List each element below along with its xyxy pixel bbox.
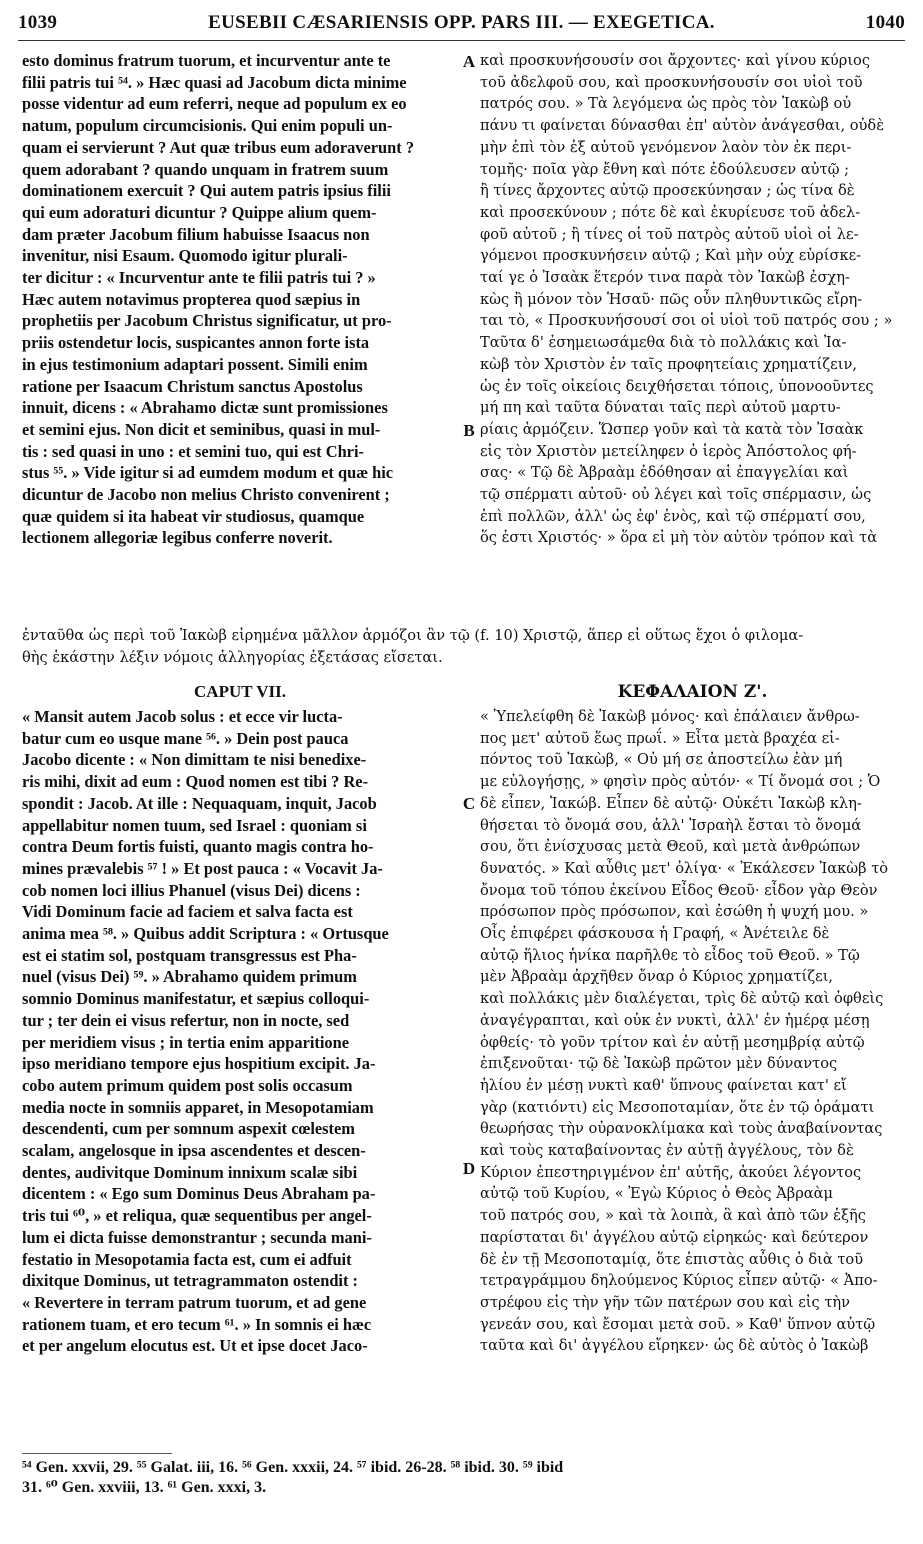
latin-text-line: « Revertere in terram patrum tuorum, et ad gene [22, 1292, 367, 1312]
greek-text-line: μὴν ἐπὶ τὸν ἐξ αὐτοῦ γενόμενον λαὸν τὸν ἐκ περι- [480, 138, 852, 156]
greek-text-line: καὶ πολλάκις μὲν διαλέγεται, τρὶς δὲ αὐτῷ καὶ ὀφθεὶς [480, 990, 884, 1008]
greek-text-line: ταί γε ὁ Ἰσαὰκ ἕτερόν τινα παρὰ τὸν Ἰακὼβ ἐσχη- [480, 269, 850, 287]
greek-text-line: στρέφου εἰς τὴν γῆν τῶν πατέρων σου καὶ εἰς τὴν [480, 1293, 851, 1311]
footnotes [22, 1458, 912, 1498]
greek-text-line: πάνυ τι φαίνεται δύνασθαι ἐπ' αὐτὸν ἀνάγεσθαι, οὐδὲ [480, 117, 885, 135]
greek-text-line: τετραγράμμου δηλούμενος Κύριος εἶπεν αὐτῷ· « Ἀπο- [480, 1272, 878, 1290]
latin-column-bottom [22, 706, 458, 1357]
greek-column-top [480, 50, 905, 549]
greek-text-line: παρίσταται δι' ἀγγέλου αὐτῷ εἰρηκώς· καὶ δεύτερον [480, 1228, 869, 1246]
greek-text-line: ὄνομα τοῦ τόπου ἐκείνου Εἶδος Θεοῦ· εἶδον γὰρ Θεὸν [480, 881, 878, 899]
greek-text-line: τῷ σπέρματι αὐτοῦ· οὐ λέγει καὶ τοῖς σπέρμασιν, ὡς [480, 486, 872, 504]
latin-text-line: lectionem allegoriæ legibus conferre noverit. [22, 528, 333, 548]
greek-text-line: ὡς ἐν τοῖς οἰκείοις δειχθήσεται τόποις, ὑπονοοῦντες [480, 377, 874, 395]
greek-text-line: θὴς ἑκάστην λέξιν νόμοις ἀλληγορίας ἐξετάσας εἴσεται. [22, 648, 443, 666]
header-rule [18, 40, 905, 41]
latin-text-line: « Mansit autem Jacob solus : et ecce vir lucta- [22, 707, 343, 726]
greek-text-line: γενεάν σου, καὶ ἔσομαι μετὰ σοῦ. » Καθ' ὕπνον αὐτῷ [480, 1315, 876, 1333]
greek-text-line: κὼς ἢ μόνον τὸν Ἡσαῦ· πῶς οὖν πληθυντικῶς εἴρη- [480, 290, 863, 308]
latin-text-line: festatio in Mesopotamia facta est, cum ei adfuit [22, 1249, 352, 1269]
greek-text-line: Ταῦτα δ' ἐσημειωσάμεθα διὰ τὸ πολλάκις καὶ Ἰα- [480, 334, 847, 352]
greek-text-line: αὐτῷ τοῦ Κυρίου, « Ἐγὼ Κύριος ὁ Θεὸς Ἀβραὰμ [480, 1185, 833, 1203]
latin-text-line: scalam, angelosque in ipsa ascendentes et descen- [22, 1141, 366, 1161]
latin-text-line: dominationem exercuit ? Qui autem patris ipsius filii [22, 181, 391, 201]
latin-text-line: quem adorabant ? quando unquam in fratrem suum [22, 159, 389, 179]
latin-text-line: ratione per Isaacum Christum sanctus Apostolus [22, 376, 363, 396]
latin-text-line: contra Deum fortis fuisti, quanto magis contra ho- [22, 837, 374, 857]
greek-text-line: πατρός σου. » Τὰ λεγόμενα ὡς πρὸς τὸν Ἰακὼβ οὐ [480, 95, 852, 113]
greek-full-width-text [22, 625, 912, 668]
latin-text-line: dentes, audivitque Dominum innixum scalæ sibi [22, 1162, 358, 1182]
latin-text-line: anima mea ⁵⁸. » Quibus addit Scriptura : « Ortusque [22, 924, 389, 944]
greek-text-line: ἐπὶ πολλῶν, ἀλλ' ὡς ἐφ' ἑνὸς, καὶ τῷ σπέρματί σου, [480, 507, 866, 525]
latin-text-line: et per angelum elocutus est. Ut et ipse docet Jaco- [22, 1336, 368, 1356]
latin-text-line: esto dominus fratrum tuorum, et incurventur ante te [22, 51, 391, 70]
latin-text-line: descendenti, cum per somnum aspexit cœlestem [22, 1119, 355, 1139]
latin-text-line: tur ; ter dein ei visus refertur, non in nocte, sed [22, 1010, 350, 1030]
greek-text-line: θεωρήσας τὴν οὐρανοκλίμακα καὶ τοὺς ἀναβαίνοντας [480, 1120, 883, 1138]
latin-text-line: media nocte in somniis apparet, in Mesopotamiam [22, 1097, 374, 1117]
latin-text-line: Vidi Dominum facie ad faciem et salva facta est [22, 902, 353, 922]
chapter-heading-greek: ΚΕΦΑΛΑΙΟΝ Ζ'. [617, 682, 768, 702]
latin-column-top [22, 50, 458, 549]
latin-text-line: filii patris tui ⁵⁴. » Hæc quasi ad Jacobum dicta minime [22, 72, 407, 92]
margin-marker-b: B [463, 421, 475, 440]
latin-text-line: lum ei dicta fuisse demonstrantur ; secunda mani- [22, 1227, 372, 1247]
latin-text-line: priis ostendetur locis, suspicantes annon forte ista [22, 333, 370, 353]
latin-text-line: tis : sed quasi in uno : et semini tuo, qui est Chri- [22, 441, 364, 461]
footnote-line: ⁵⁴ Gen. xxvii, 29. ⁵⁵ Galat. iii, 16. ⁵⁶ Gen. xxxii, 24. ⁵⁷ ibid. 26-28. ⁵⁸ ibid. 30. ⁵⁹ ibid [22, 1459, 564, 1476]
page-number-left: 1039 [18, 12, 58, 33]
greek-text-line: καὶ τοὺς καταβαίνοντας ἐν αὐτῇ ἀγγέλους, τὸν δὲ [480, 1142, 854, 1160]
greek-text-line: με εὐλογήσῃς, » φησὶν πρὸς αὐτόν· « Τί ὄνομά σοι ; Ὁ [480, 773, 881, 791]
greek-text-line: δὲ εἶπεν, Ἰακώβ. Εἶπεν δὲ αὐτῷ· Οὐκέτι Ἰακὼβ κλη- [480, 794, 862, 812]
footnote-line: 31. ⁶⁰ Gen. xxviii, 13. ⁶¹ Gen. xxxi, 3. [22, 1479, 267, 1496]
latin-text-line: prophetiis per Jacobum Christus significatur, ut pro- [22, 311, 392, 331]
greek-text-line: γὰρ (κατιόντι) εἰς Μεσοποταμίαν, ὅτε ἐν τῷ ὁράματι [480, 1098, 875, 1116]
latin-text-line: innuit, dicens : « Abrahamo dictæ sunt promissiones [22, 398, 388, 418]
greek-text-line: δυνατός. » Καὶ αὖθις μετ' ὀλίγα· « Ἐκάλεσεν Ἰακὼβ τὸ [480, 859, 889, 877]
greek-column-bottom [480, 706, 905, 1357]
latin-text-line: est ei statim sol, postquam transgressus est Pha- [22, 945, 357, 965]
latin-text-line: qui eum adoraturi dicuntur ? Quippe alium quem- [22, 202, 377, 222]
greek-text-line: Κύριον ἐπεστηριγμένον ἐπ' αὐτῆς, ἀκούει λέγοντος [480, 1163, 862, 1181]
latin-text-line: batur cum eo usque mane ⁵⁶. » Dein post pauca [22, 728, 349, 748]
latin-text-line: et semini ejus. Non dicit et seminibus, quasi in mul- [22, 419, 381, 439]
greek-text-line: ὅς ἐστι Χριστός· » ὅρα εἰ μὴ τὸν αὐτὸν τρόπον καὶ τὰ [480, 529, 878, 547]
running-title: EUSEBII CÆSARIENSIS OPP. PARS III. — EXEGETICA. [208, 12, 715, 33]
greek-text-line: τομῆς· ποῖα γὰρ ἔθνη καὶ πότε ἐδούλευσεν αὐτῷ ; [480, 160, 850, 178]
latin-text-line: posse videntur ad eum referri, neque ad populum ex eo [22, 94, 407, 114]
greek-text-line: ἢ τίνες ἄρχοντες αὐτῷ προσεκύνησαν ; ὡς τίνα δὲ [480, 182, 855, 200]
latin-text-line: quam ei servierunt ? Aut quæ tribus eum adoraverunt ? [22, 137, 415, 157]
greek-text-line: τοῦ ἀδελφοῦ σου, καὶ προσκυνήσουσίν σοι υἱοὶ τοῦ [480, 73, 863, 91]
greek-text-line: δὲ ἐν τῇ Μεσοποταμίᾳ, ὅτε ἐπιστὰς αὖθις ὁ διὰ τοῦ [480, 1250, 864, 1268]
latin-text-line: somnio Dominus manifestatur, et sæpius colloqui- [22, 989, 370, 1009]
chapter-heading-latin: CAPUT VII. [194, 682, 286, 701]
greek-text-line: « Ὑπελείφθη δὲ Ἰακὼβ μόνος· καὶ ἐπάλαιεν ἄνθρω- [480, 708, 860, 725]
latin-text-line: in ejus testimonium adaptari possent. Simili enim [22, 354, 368, 374]
latin-text-line: per meridiem visus ; in tertia enim apparitione [22, 1032, 350, 1052]
latin-text-line: dicentem : « Ego sum Dominus Deus Abraham pa- [22, 1184, 376, 1204]
greek-text-line: ἐνταῦθα ὡς περὶ τοῦ Ἰακὼβ εἰρημένα μᾶλλον ἁρμόζοι ἂν τῷ (f. 10) Χριστῷ, ἅπερ εἰ οὕτως ἔχοι ὁ φιλομα- [22, 627, 804, 644]
latin-text-line: Hæc autem notavimus propterea quod sæpius in [22, 289, 361, 309]
footnote-rule [22, 1453, 172, 1454]
greek-text-line: γόμενοι προσκυνήσειν αὐτῷ ; Καὶ μὴν οὐχ εὑρίσκε- [480, 247, 862, 265]
latin-text-line: cobo autem primum quidem post solis occasum [22, 1075, 353, 1095]
latin-text-line: stus ⁵⁵. » Vide igitur si ad eumdem modum et quæ hic [22, 463, 394, 483]
latin-text-line: mines prævalebis ⁵⁷ ! » Et post pauca : « Vocavit Ja- [22, 858, 383, 878]
greek-text-line: καὶ προσκυνήσουσίν σοι ἄρχοντες· καὶ γίνου κύριος [480, 52, 871, 69]
greek-text-line: Οἷς ἐπιφέρει φάσκουσα ἡ Γραφή, « Ἀνέτειλε δὲ [480, 925, 830, 943]
latin-text-line: Jacobo dicente : « Non dimittam te nisi benedixe- [22, 750, 367, 770]
greek-text-line: ἡλίου ἐν μέσῃ νυκτὶ καθ' ὕπνους φαίνεται κατ' εἴ [480, 1076, 847, 1094]
page-number-right: 1040 [865, 12, 905, 33]
latin-text-line: ipso meridiano tempore ejus hospitium excipit. Ja- [22, 1054, 376, 1074]
latin-text-line: dam præter Jacobum filium habuisse Isaacus non [22, 224, 370, 244]
latin-text-line: appellabitur nomen tuum, sed Israel : quoniam si [22, 815, 367, 835]
latin-text-line: ris mihi, dixit ad eum : Quod nomen est tibi ? Re- [22, 772, 369, 792]
greek-text-line: κὼβ τὸν Χριστὸν ἐν ταῖς προφητείαις χρηματίζειν, [480, 355, 857, 373]
greek-text-line: πος μετ' αὐτοῦ ἕως πρωΐ. » Εἶτα μετὰ βραχέα εἰ- [480, 729, 840, 747]
latin-text-line: quæ quidem si ita habeat vir studiosus, quamque [22, 506, 365, 526]
margin-marker-c: C [462, 794, 476, 813]
latin-text-line: rationem tuam, et ero tecum ⁶¹. » In somnis ei hæc [22, 1314, 372, 1334]
margin-marker-d: D [462, 1159, 476, 1178]
greek-text-line: ἀναγέγραπται, καὶ οὐκ ἐν νυκτὶ, ἀλλ' ἐν ἡμέρᾳ μέσῃ [480, 1011, 870, 1029]
greek-text-line: ταῦτα καὶ δι' ἀγγέλου εἴρηκεν· ὡς δὲ αὐτὸς ὁ Ἰακὼβ [480, 1337, 869, 1355]
latin-text-line: spondit : Jacob. At ille : Nequaquam, inquit, Jacob [22, 793, 377, 813]
running-header [18, 12, 905, 38]
margin-marker-a: A [462, 52, 476, 71]
latin-text-line: ter dicitur : « Incurventur ante te filii patris tui ? » [22, 268, 376, 288]
greek-text-line: μὲν Ἀβραὰμ ἀρχῆθεν ὄναρ ὁ Κύριος χρηματίζει, [480, 968, 834, 986]
greek-text-line: ἐπιξενοῦται· τῷ δὲ Ἰακὼβ πρῶτον μὲν δύναντος [480, 1055, 838, 1073]
greek-text-line: εἰς τὸν Χριστὸν μετείληφεν ὁ ἱερὸς Ἀπόστολος φή- [480, 442, 857, 460]
greek-text-line: θήσεται τὸ ὄνομά σου, ἀλλ' Ἰσραὴλ ἔσται τὸ ὄνομά [480, 816, 862, 834]
latin-text-line: tris tui ⁶⁰, » et reliqua, quæ sequentibus per angel- [22, 1206, 372, 1226]
greek-text-line: σας· « Τῷ δὲ Ἀβραὰμ ἐδόθησαν αἱ ἐπαγγελίαι καὶ [480, 464, 849, 482]
greek-text-line: φοῦ αὐτοῦ ; ἢ τίνες οἱ τοῦ πατρὸς αὐτοῦ υἱοὶ οἱ λε- [480, 225, 859, 243]
greek-text-line: τοῦ πατρός σου, » καὶ τὰ λοιπὰ, ἃ καὶ ἀπὸ τῶν ἑξῆς [480, 1207, 866, 1225]
greek-text-line: μή πη καὶ ταῦτα δύναται ταῖς περὶ αὐτοῦ μαρτυ- [480, 399, 841, 417]
greek-text-line: πόντος τοῦ Ἰακὼβ, « Οὐ μή σε ἀποστείλω ἐὰν μή [480, 751, 843, 769]
greek-text-line: πρόσωπον πρὸς πρόσωπον, καὶ ἐσώθη ἡ ψυχή μου. » [480, 903, 869, 921]
latin-text-line: dixitque Dominus, ut tetragrammaton ostendit : [22, 1271, 358, 1291]
latin-text-line: invenitur, nisi Esaum. Quomodo igitur plurali- [22, 246, 348, 266]
greek-text-line: ρίαις ἁρμόζειν. Ὥσπερ γοῦν καὶ τὰ κατὰ τὸν Ἰσαὰκ [480, 420, 864, 438]
latin-text-line: dicuntur de Jacobo non melius Christo convenirent ; [22, 485, 390, 505]
latin-text-line: natum, populum circumcisionis. Qui enim populi un- [22, 116, 393, 136]
greek-text-line: σου, ὅτι ἐνίσχυσας μετὰ Θεοῦ, καὶ μετὰ ἀνθρώπων [480, 838, 861, 856]
greek-text-line: αὐτῷ ἥλιος ἡνίκα παρῆλθε τὸ εἶδος τοῦ Θεοῦ. » Τῷ [480, 946, 860, 964]
greek-text-line: ται τὸ, « Προσκυνήσουσί σοι οἱ υἱοὶ τοῦ πατρός σου ; » [480, 312, 893, 330]
greek-text-line: καὶ προσεκύνουν ; πότε δὲ καὶ ἐκυρίευσε τοῦ ἀδελ- [480, 203, 861, 221]
latin-text-line: nuel (visus Dei) ⁵⁹. » Abrahamo quidem primum [22, 967, 357, 987]
latin-text-line: cob nomen loci illius Phanuel (visus Dei) dicens : [22, 880, 361, 900]
greek-text-line: ὀφθείς· τὸ γοῦν τρίτον καὶ ἐν αὐτῇ μεσημβρίᾳ αὐτῷ [480, 1033, 865, 1051]
